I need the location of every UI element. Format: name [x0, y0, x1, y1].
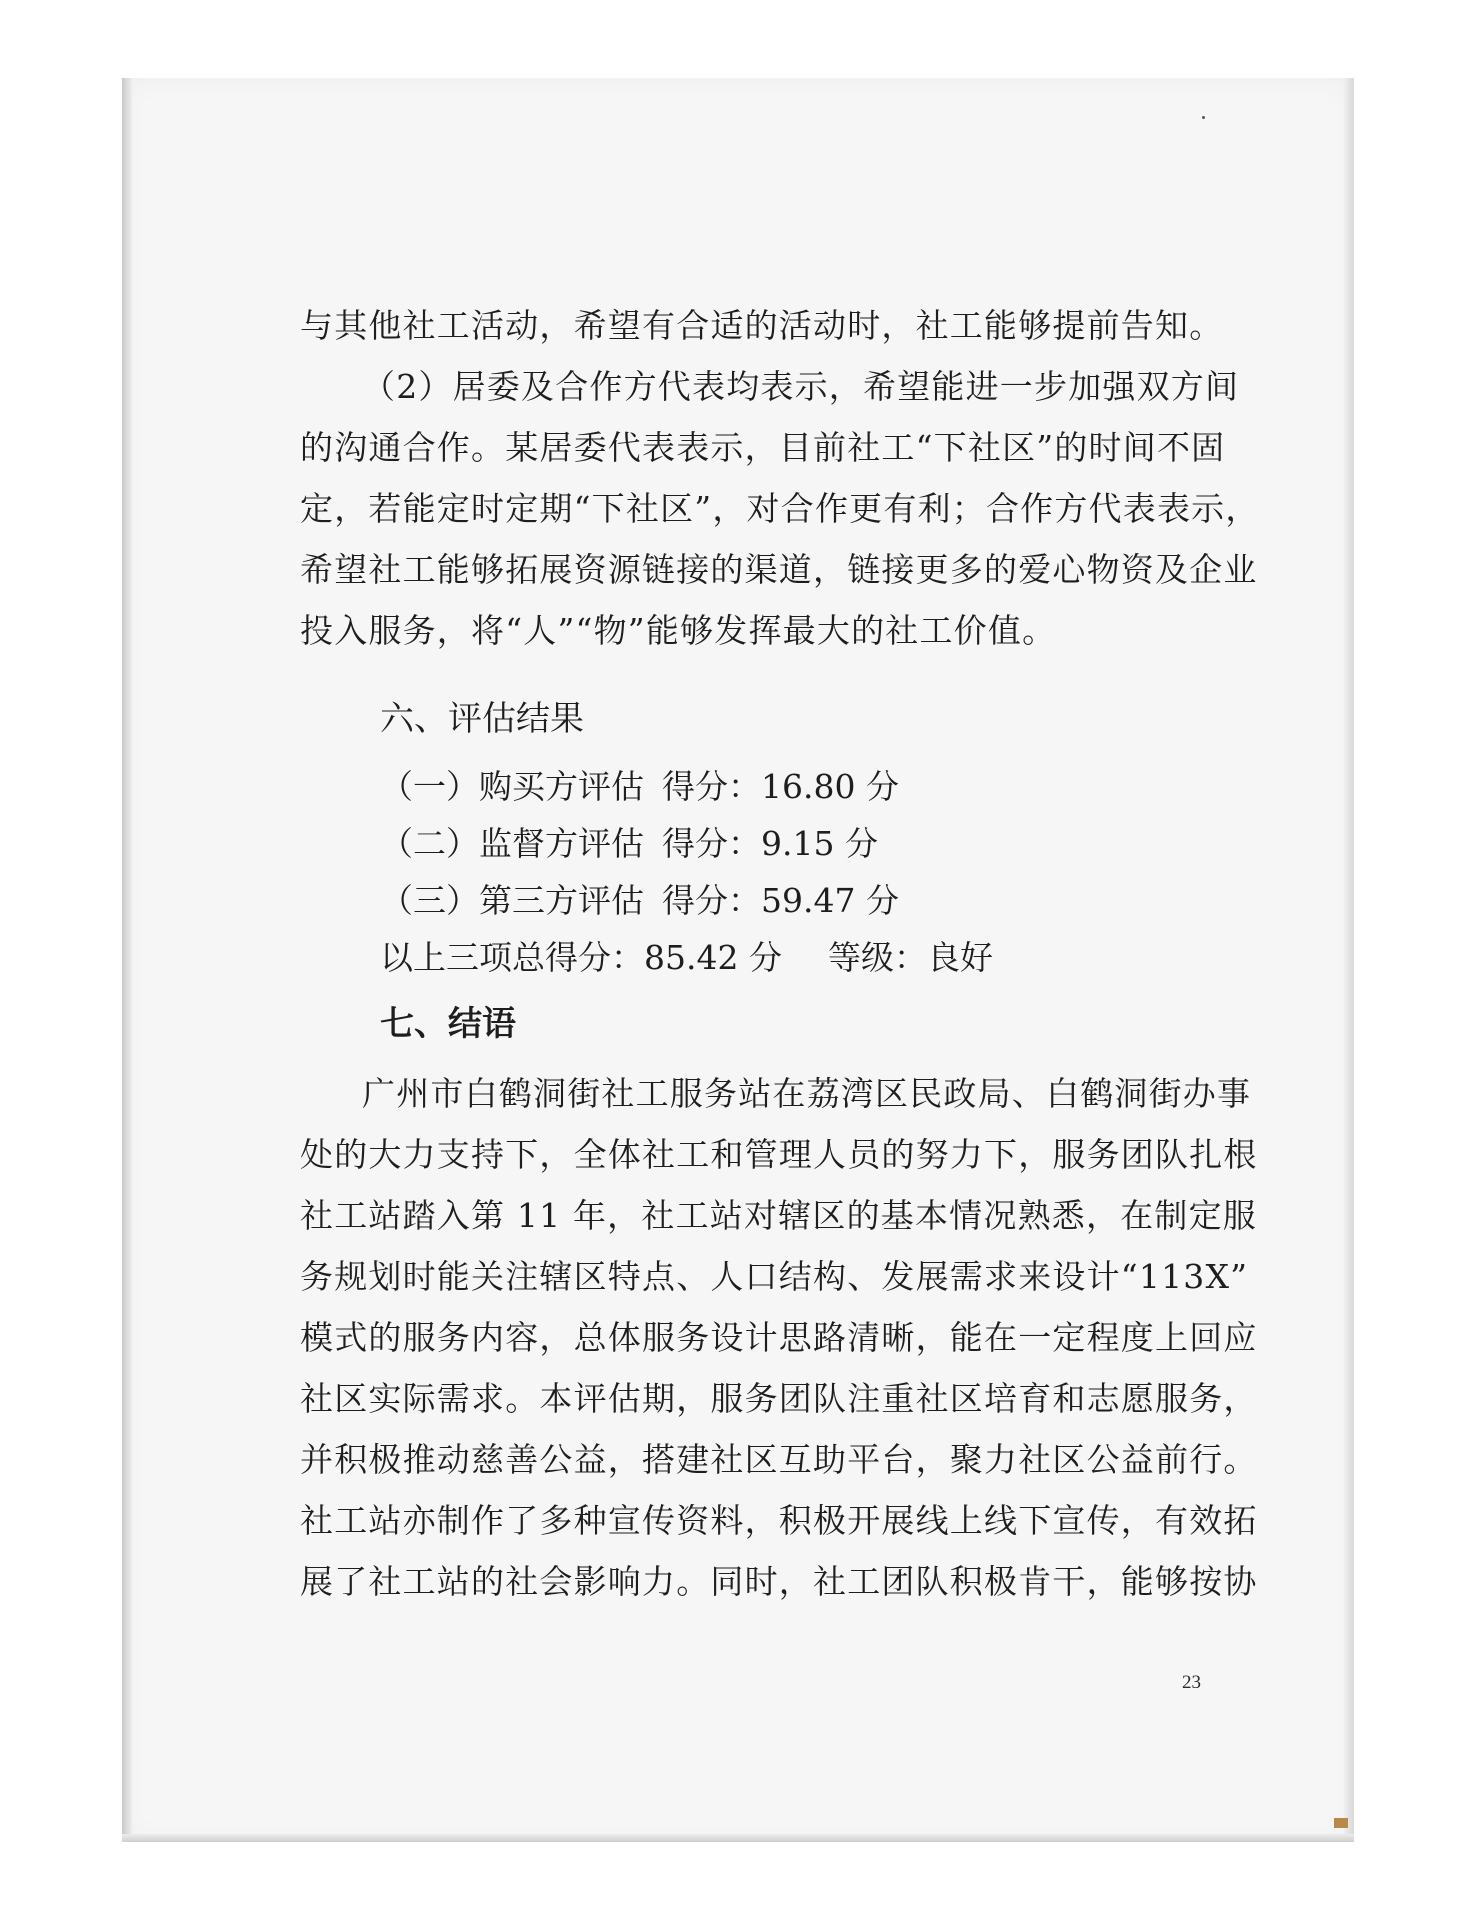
page-number: 23: [1182, 1672, 1201, 1693]
total-score-label: 以上三项总得分：: [380, 938, 644, 977]
paper-right-edge: [1344, 78, 1354, 1842]
body-line: （2）居委及合作方代表均表示，希望能进一步加强双方间: [362, 367, 1240, 406]
section-heading-conclusion: 七、结语: [380, 1004, 516, 1044]
score-label: （三）第三方评估: [380, 881, 644, 920]
score-value: 59.47 分: [761, 881, 899, 920]
score-caption: 得分：: [662, 824, 761, 863]
score-row: [300, 815, 1235, 872]
grade-value: 良好: [926, 938, 993, 977]
score-caption: 得分：: [662, 881, 761, 920]
body-line: 并积极推动慈善公益，搭建社区互助平台，聚力社区公益前行。: [300, 1440, 1258, 1479]
body-line: 社工站踏入第 11 年，社工站对辖区的基本情况熟悉，在制定服: [300, 1196, 1257, 1235]
section-heading-evaluation-results: 六、评估结果: [380, 699, 584, 739]
score-label: （二）监督方评估: [380, 824, 644, 863]
binding-mark: [1334, 1818, 1348, 1828]
body-line: 广州市白鹤洞街社工服务站在荔湾区民政局、白鹤洞街办事: [362, 1074, 1252, 1113]
score-caption: 得分：: [662, 767, 761, 806]
body-line: 的沟通合作。某居委代表表示，目前社工“下社区”的时间不固: [300, 428, 1226, 467]
score-row: [300, 872, 1235, 929]
score-row: [300, 758, 1235, 815]
document-body: [300, 295, 1260, 1612]
body-line: 与其他社工活动，希望有合适的活动时，社工能够提前告知。: [300, 306, 1224, 345]
body-line: 务规划时能关注辖区特点、人口结构、发展需求来设计“113X”: [300, 1257, 1249, 1296]
score-label: （一）购买方评估: [380, 767, 644, 806]
total-score-value: 85.42 分: [644, 938, 782, 977]
body-line: 社工站亦制作了多种宣传资料，积极开展线上线下宣传，有效拓: [300, 1501, 1258, 1540]
score-value: 16.80 分: [761, 767, 899, 806]
body-line: 社区实际需求。本评估期，服务团队注重社区培育和志愿服务，: [300, 1379, 1258, 1418]
body-line: 模式的服务内容，总体服务设计思路清晰，能在一定程度上回应: [300, 1318, 1258, 1357]
total-score-row: [300, 929, 1235, 986]
scan-speck: [1202, 116, 1205, 119]
paper-bottom-edge: [122, 1834, 1354, 1842]
paper-left-edge: [122, 78, 132, 1842]
body-line: 展了社工站的社会影响力。同时，社工团队积极肯干，能够按协: [300, 1562, 1258, 1601]
body-line: 处的大力支持下，全体社工和管理人员的努力下，服务团队扎根: [300, 1135, 1258, 1174]
grade-label: 等级：: [827, 938, 927, 977]
body-line: 希望社工能够拓展资源链接的渠道，链接更多的爱心物资及企业: [300, 550, 1258, 589]
body-line: 投入服务，将“人”“物”能够发挥最大的社工价值。: [300, 611, 1057, 650]
score-value: 9.15 分: [761, 824, 878, 863]
body-line: 定，若能定时定期“下社区”，对合作更有利；合作方代表表示，: [300, 489, 1260, 528]
